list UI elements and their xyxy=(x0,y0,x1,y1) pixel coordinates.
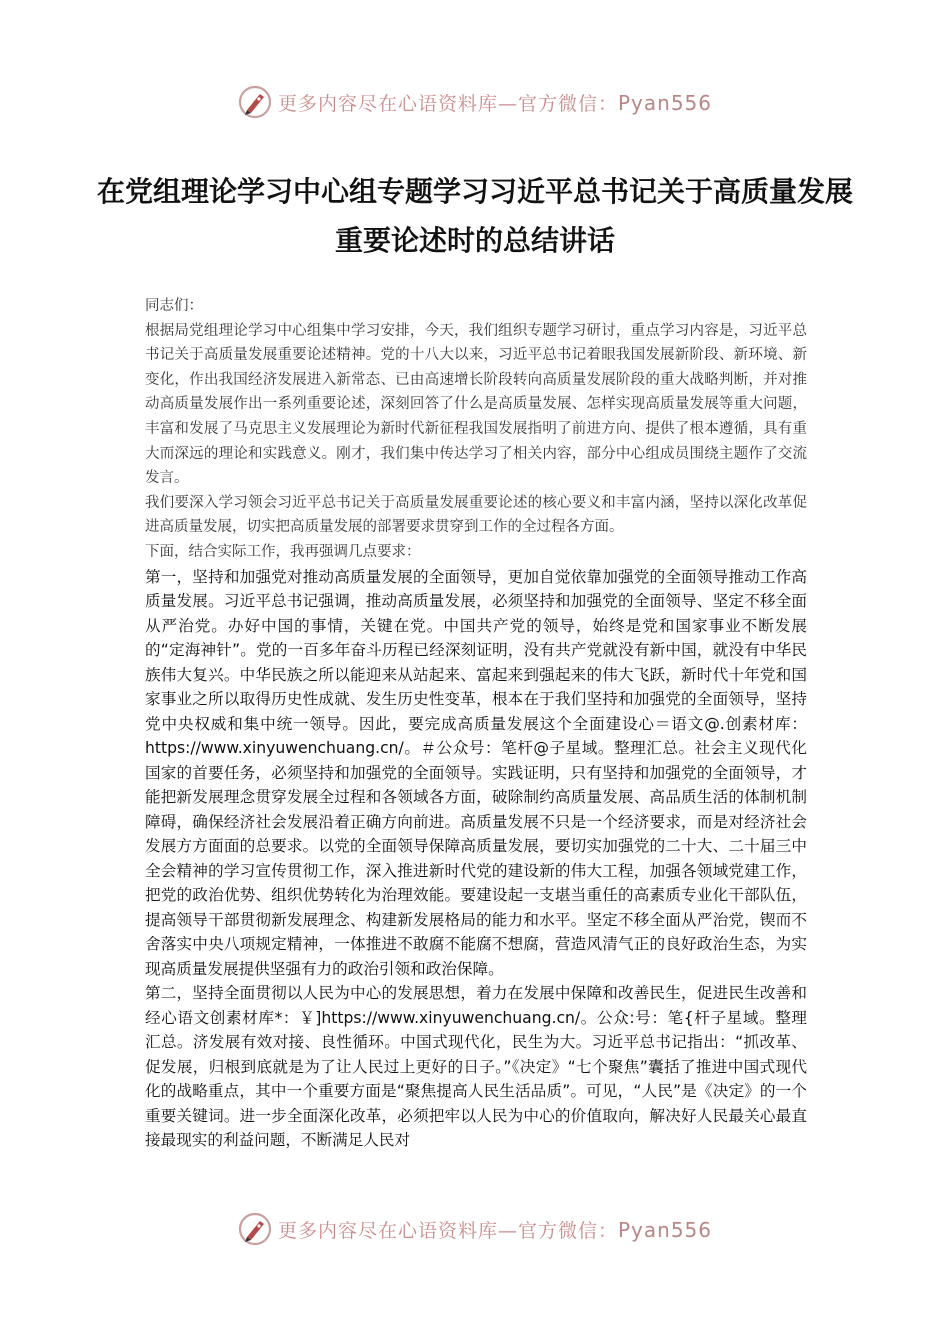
document-title: 在党组理论学习中心组专题学习习近平总书记关于高质量发展重要论述时的总结讲话 xyxy=(96,174,853,257)
pen-nib-circle-icon xyxy=(238,85,272,119)
pen-nib-circle-icon xyxy=(238,1212,272,1246)
watermark-handle: Pyan556 xyxy=(618,1217,713,1242)
watermark-main: 更多内容尽在心语资料库—官方微信： xyxy=(277,92,618,115)
watermark-handle: Pyan556 xyxy=(618,90,713,115)
salutation: 同志们： xyxy=(145,298,203,314)
watermark-main: 更多内容尽在心语资料库—官方微信： xyxy=(277,1219,618,1242)
transition-paragraph: 下面，结合实际工作，我再强调几点要求： xyxy=(145,543,421,560)
watermark-text xyxy=(278,89,712,116)
watermark-banner-bottom xyxy=(0,1209,950,1249)
watermark-text xyxy=(278,1216,712,1243)
document-body xyxy=(145,294,807,1153)
point-two-paragraph: 第二，坚持全面贯彻以人民为中心的发展思想，着力在发展中保障和改善民生，促进民生改善和经心语文创素材库*：￥]https://www.xinyuwenchuang.cn/。公众:号：笔{杆子星域。整理汇总。济发展有效对接、良性循环。中国式现代化，民生为大。习近平总书记指出：“抓改革、促发展，归根到底就是为了让人民过上更好的日子。”《决定》“七个聚焦”囊括了推进中国式现代化的战略重点，其中一个重要方面是“聚焦提高人民生活品质”。可见，“人民”是《决定》的一个重要关键词。进一步全面深化改革，必须把牢以人民为中心的价值取向，解决好人民最关心最直接最现实的利益问题，不断满足人民对 xyxy=(145,984,807,1150)
intro-paragraph: 根据局党组理论学习中心组集中学习安排，今天，我们组织专题学习研讨，重点学习内容是，习近平总书记关于高质量发展重要论述精神。党的十八大以来，习近平总书记着眼我国发展新阶段、新环境、新变化，作出我国经济发展进入新常态、已由高速增长阶段转向高质量发展阶段的重大战略判断，并对推动高质量发展作出一系列重要论述，深刻回答了什么是高质量发展、怎样实现高质量发展等重大问题，丰富和发展了马克思主义发展理论为新时代新征程我国发展指明了前进方向、提供了根本遵循，具有重大而深远的理论和实践意义。刚才，我们集中传达学习了相关内容，部分中心组成员围绕主题作了交流发言。 xyxy=(145,322,807,487)
requirement-paragraph: 我们要深入学习领会习近平总书记关于高质量发展重要论述的核心要义和丰富内涵，坚持以深化改革促进高质量发展，切实把高质量发展的部署要求贯穿到工作的全过程各方面。 xyxy=(145,494,807,536)
watermark-banner-top xyxy=(0,82,950,122)
point-one-paragraph: 第一，坚持和加强党对推动高质量发展的全面领导，更加自觉依靠加强党的全面领导推动工作高质量发展。习近平总书记强调，推动高质量发展，必须坚持和加强党的全面领导、坚定不移全面从严治党。办好中国的事情，关键在党。中国共产党的领导，始终是党和国家事业不断发展的“定海神针”。党的一百多年奋斗历程已经深刻证明，没有共产党就没有新中国，就没有中华民族伟大复兴。中华民族之所以能迎来从站起来、富起来到强起来的伟大飞跃，新时代十年党和国家事业之所以取得历史性成就、发生历史性变革，根本在于我们坚持和加强党的全面领导，坚持党中央权威和集中统一领导。因此，要完成高质量发展这个全面建设心＝语文@.创素材库：https://www.xinyuwenchuang.cn/。＃公众号：笔杆@子星域。整理汇总。社会主义现代化国家的首要任务，必须坚持和加强党的全面领导。实践证明，只有坚持和加强党的全面领导，才能把新发展理念贯穿发展全过程和各领域各方面，破除制约高质量发展、高品质生活的体制机制障碍，确保经济社会发展沿着正确方向前进。高质量发展不只是一个经济要求，而是对经济社会发展方方面面的总要求。以党的全面领导保障高质量发展，要切实加强党的二十大、二十届三中全会精神的学习宣传贯彻工作，深入推进新时代党的建设新的伟大工程，加强各领域党建工作，把党的政治优势、组织优势转化为治理效能。要建设起一支堪当重任的高素质专业化干部队伍，提高领导干部贯彻新发展理念、构建新发展格局的能力和水平。坚定不移全面从严治党，锲而不舍落实中央八项规定精神，一体推进不敢腐不能腐不想腐，营造风清气正的良好政治生态，为实现高质量发展提供坚强有力的政治引领和政治保障。 xyxy=(145,567,807,978)
